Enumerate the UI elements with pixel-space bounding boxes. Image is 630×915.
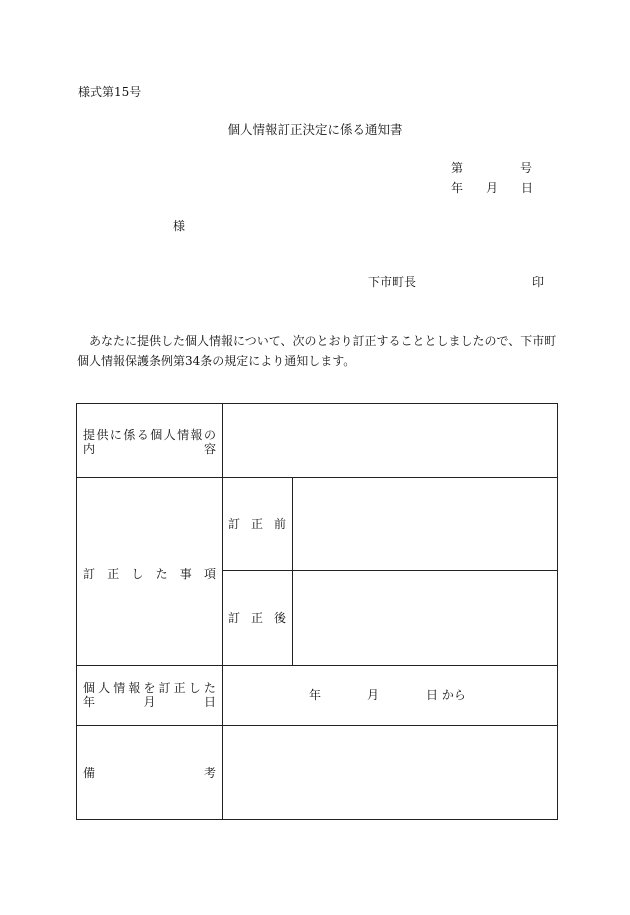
correction-date-month: 月 (367, 688, 380, 702)
table-label-column-divider (222, 403, 223, 820)
notice-body-line-1-text: あなたに提供した個人情報について、次のとおり訂正することとしましたので、下市町 (89, 334, 557, 348)
row-provided-info-label-line-1: 提 供 に 係 る 個 人 情 報 の (83, 428, 216, 442)
row-correction-date-label (83, 681, 216, 709)
notice-table (76, 403, 558, 820)
issue-date-year: 年 (451, 181, 464, 195)
row-remarks-label-text: 備 考 (83, 766, 216, 780)
table-row-divider-3 (76, 725, 558, 726)
row-correction-date-label-line-2: 年 月 日 (83, 695, 216, 709)
notice-body (77, 331, 561, 371)
correction-date-year: 年 (309, 688, 322, 702)
table-sub-column-divider (292, 477, 293, 665)
issue-date-day: 日 (521, 181, 534, 195)
document-number-suffix: 号 (520, 161, 533, 175)
document-number-prefix: 第 (451, 161, 464, 175)
recipient-honorific: 様 (173, 219, 186, 233)
correction-date-day-from: 日 から (426, 688, 466, 702)
row-provided-info-label-line-2: 内 容 (83, 442, 216, 456)
before-correction-label: 訂 正 前 (228, 517, 286, 531)
document-title: 個人情報訂正決定に係る通知書 (227, 122, 403, 137)
row-corrected-items-label-text: 訂 正 し た 事 項 (83, 567, 216, 581)
notice-body-line-2: 個人情報保護条例第34条の規定により通知します。 (77, 354, 356, 368)
table-row-divider-2a (222, 570, 558, 571)
seal-mark: 印 (532, 275, 545, 289)
row-corrected-items-label (83, 567, 216, 581)
after-correction-label: 訂 正 後 (228, 611, 286, 625)
table-row-divider-1 (76, 477, 558, 478)
notice-body-line-1 (77, 331, 561, 351)
sender-name: 下市町長 (368, 275, 417, 289)
form-number: 様式第15号 (78, 85, 142, 99)
row-correction-date-label-line-1: 個 人 情 報 を 訂 正 し た (83, 681, 216, 695)
table-row-divider-2 (76, 665, 558, 666)
issue-date-month: 月 (486, 181, 499, 195)
row-remarks-label (83, 766, 216, 780)
row-provided-info-label (83, 428, 216, 456)
